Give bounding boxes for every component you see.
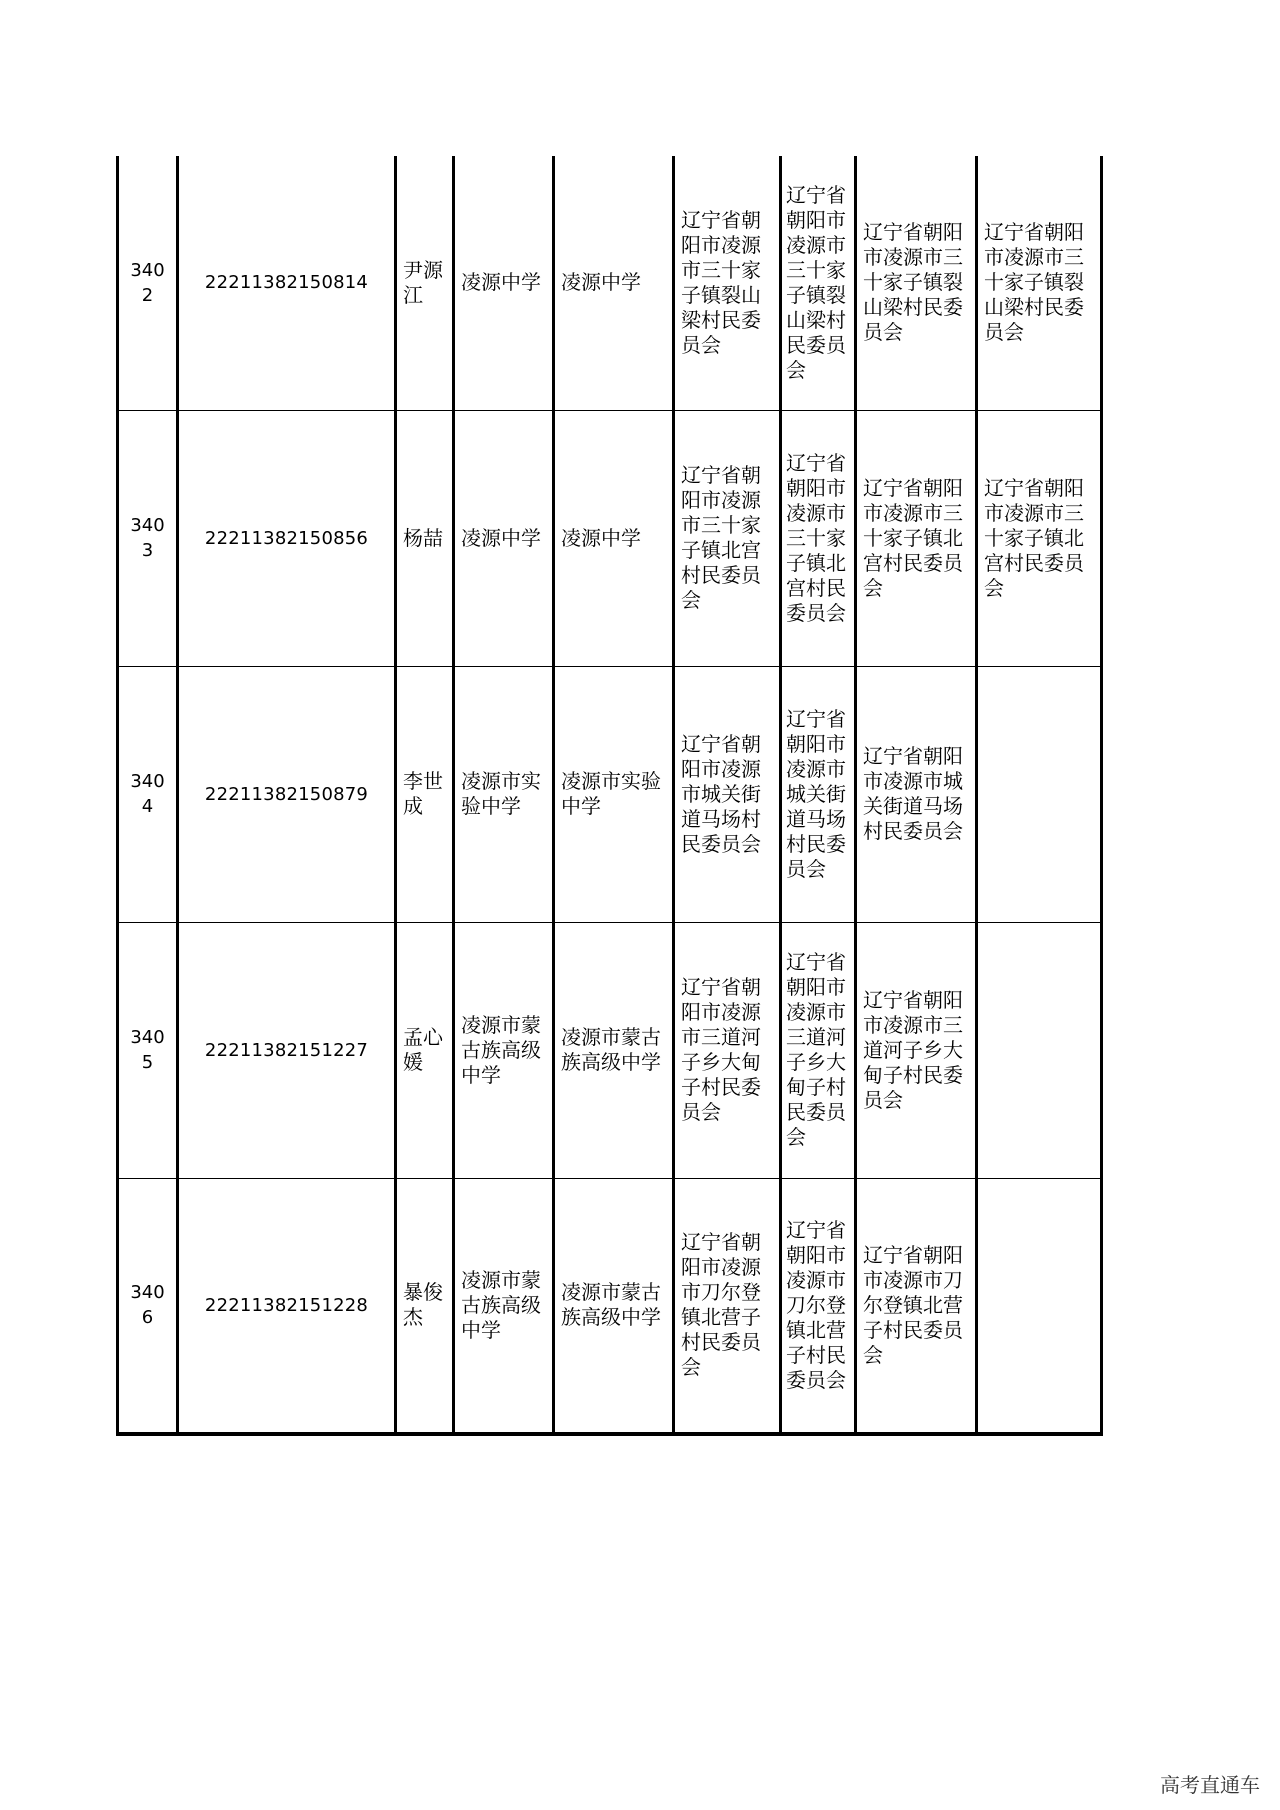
household-address: 辽宁省朝阳市凌源市三十家子镇北宫村民委员会	[674, 410, 781, 666]
row-number: 3402	[118, 156, 178, 410]
graduation-school: 凌源中学	[554, 410, 674, 666]
table-row	[118, 922, 1102, 1178]
student-name: 暴俊杰	[396, 1178, 454, 1434]
household-address: 辽宁省朝阳市凌源市城关街道马场村民委员会	[674, 666, 781, 922]
exam-id: 22211382150814	[178, 156, 396, 410]
residence-address: 辽宁省朝阳市凌源市三道河子乡大甸子村民委员会	[781, 922, 856, 1178]
student-name: 尹源江	[396, 156, 454, 410]
graduation-school: 凌源市实验中学	[554, 666, 674, 922]
student-list-table	[116, 156, 1103, 1436]
residence-address: 辽宁省朝阳市凌源市三十家子镇裂山梁村民委员会	[781, 156, 856, 410]
graduation-school: 凌源中学	[554, 156, 674, 410]
graduation-school: 凌源市蒙古族高级中学	[554, 922, 674, 1178]
other-address: 辽宁省朝阳市凌源市三十家子镇裂山梁村民委员会	[977, 156, 1102, 410]
row-number: 3405	[118, 922, 178, 1178]
school-name: 凌源市蒙古族高级中学	[454, 922, 554, 1178]
student-name: 李世成	[396, 666, 454, 922]
guardian-address: 辽宁省朝阳市凌源市刀尔登镇北营子村民委员会	[856, 1178, 977, 1434]
student-name: 杨喆	[396, 410, 454, 666]
exam-id: 22211382150856	[178, 410, 396, 666]
household-address: 辽宁省朝阳市凌源市三十家子镇裂山梁村民委员会	[674, 156, 781, 410]
guardian-address: 辽宁省朝阳市凌源市三十家子镇裂山梁村民委员会	[856, 156, 977, 410]
exam-id: 22211382150879	[178, 666, 396, 922]
table-row	[118, 666, 1102, 922]
student-name: 孟心媛	[396, 922, 454, 1178]
household-address: 辽宁省朝阳市凌源市刀尔登镇北营子村民委员会	[674, 1178, 781, 1434]
other-address: 辽宁省朝阳市凌源市三十家子镇北宫村民委员会	[977, 410, 1102, 666]
guardian-address: 辽宁省朝阳市凌源市城关街道马场村民委员会	[856, 666, 977, 922]
row-number: 3404	[118, 666, 178, 922]
table-row	[118, 156, 1102, 410]
exam-id: 22211382151227	[178, 922, 396, 1178]
other-address	[977, 922, 1102, 1178]
school-name: 凌源市蒙古族高级中学	[454, 1178, 554, 1434]
row-number: 3406	[118, 1178, 178, 1434]
household-address: 辽宁省朝阳市凌源市三道河子乡大甸子村民委员会	[674, 922, 781, 1178]
residence-address: 辽宁省朝阳市凌源市刀尔登镇北营子村民委员会	[781, 1178, 856, 1434]
table-row	[118, 1178, 1102, 1434]
school-name: 凌源市实验中学	[454, 666, 554, 922]
graduation-school: 凌源市蒙古族高级中学	[554, 1178, 674, 1434]
guardian-address: 辽宁省朝阳市凌源市三道河子乡大甸子村民委员会	[856, 922, 977, 1178]
row-number: 3403	[118, 410, 178, 666]
other-address	[977, 666, 1102, 922]
guardian-address: 辽宁省朝阳市凌源市三十家子镇北宫村民委员会	[856, 410, 977, 666]
school-name: 凌源中学	[454, 410, 554, 666]
residence-address: 辽宁省朝阳市凌源市三十家子镇北宫村民委员会	[781, 410, 856, 666]
other-address	[977, 1178, 1102, 1434]
exam-id: 22211382151228	[178, 1178, 396, 1434]
watermark-text: 高考直通车	[1160, 1773, 1260, 1797]
table-row	[118, 410, 1102, 666]
school-name: 凌源中学	[454, 156, 554, 410]
residence-address: 辽宁省朝阳市凌源市城关街道马场村民委员会	[781, 666, 856, 922]
